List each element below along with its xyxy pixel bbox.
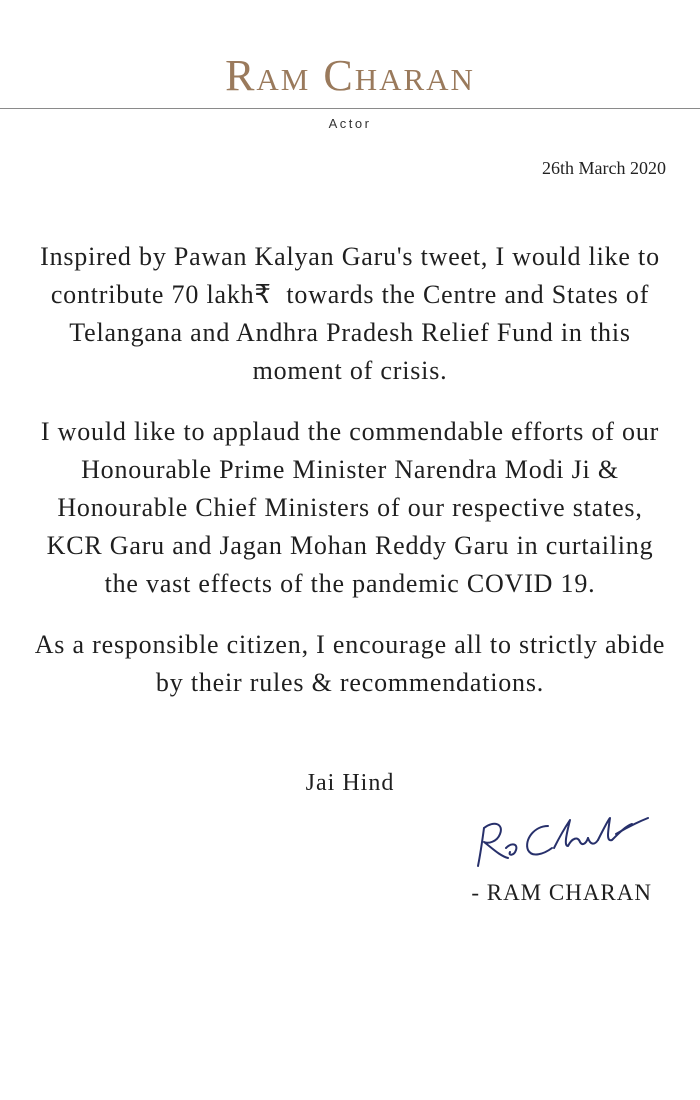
signature-name: - RAM CHARAN [471,880,652,905]
letterhead-role: Actor [328,116,372,131]
paragraph-applaud: I would like to applaud the commendable efforts of our Honourable Prime Minister Narendra Modi Ji & Honourable Chief Ministers of our respective states, KCR Garu and Jagan Mohan Reddy Garu in curtailing the vast effects of the pandemic COVID 19. [40,417,660,598]
letter-body [30,238,670,725]
paragraph-contribution-after-amount: towards the Centre and States of Telangana and Andhra Pradesh Relief Fund in this moment of crisis. [69,280,656,385]
rupee-symbol: ₹ [254,280,272,309]
header-divider [0,108,700,109]
letter-date: 26th March 2020 [542,158,666,178]
closing-salutation: Jai Hind [305,770,395,796]
paragraph-contribution [30,238,670,390]
paragraph-contribution-before-amount: Inspired by Pawan Kalyan Garu's tweet, I would like to contribute 70 lakh [40,242,660,309]
paragraph-appeal: As a responsible citizen, I encourage all to strictly abide by their rules & recommendations. [34,630,666,697]
handwritten-signature [470,808,655,878]
letterhead-name: Ram Charan [225,51,475,100]
